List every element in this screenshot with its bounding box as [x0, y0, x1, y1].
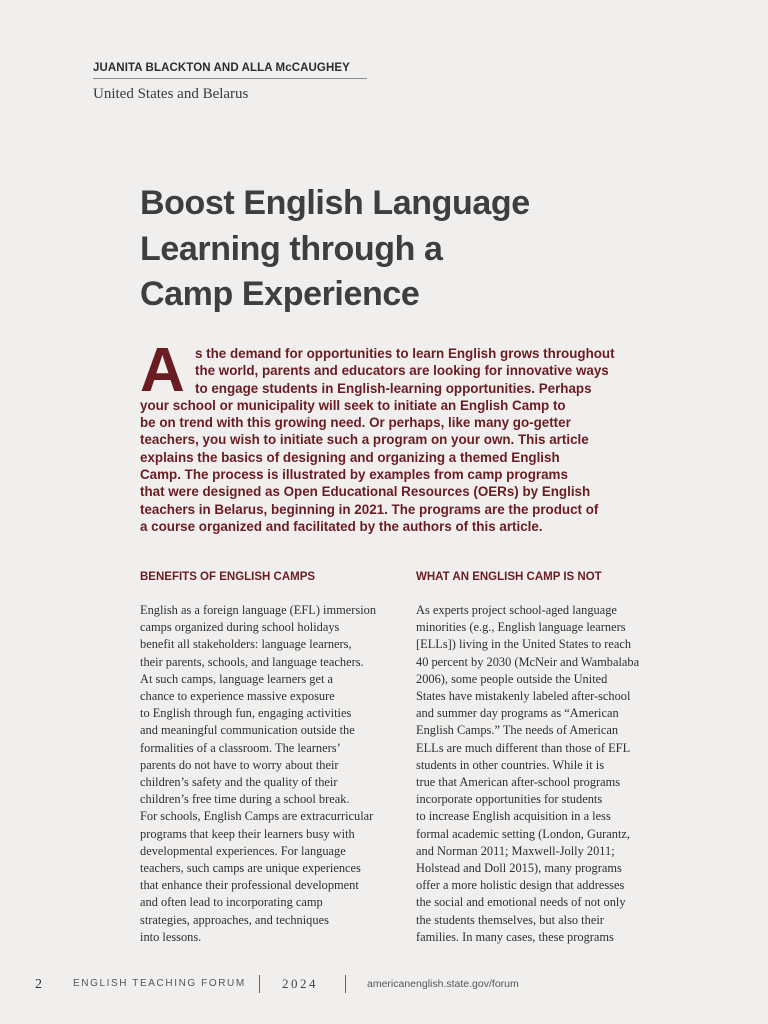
body-line: teachers, such camps are unique experiences: [140, 861, 361, 876]
intro-line: to engage students in English-learning opportunities. Perhaps: [195, 380, 592, 396]
body-line: programs that keep their learners busy with: [140, 826, 355, 841]
body-line: As experts project school-aged language: [416, 603, 617, 617]
body-line: At such camps, language learners get a: [140, 671, 334, 686]
author-countries: United States and Belarus: [93, 86, 249, 102]
body-line: and summer day programs as “American: [416, 706, 619, 721]
body-line: the social and emotional needs of not only: [416, 895, 626, 910]
body-line: and often lead to incorporating camp: [140, 895, 323, 910]
section-heading-what-not: WHAT AN ENGLISH CAMP IS NOT: [416, 571, 602, 583]
intro-paragraph: [140, 345, 690, 535]
footer-divider: [345, 975, 346, 993]
body-line: strategies, approaches, and techniques: [140, 912, 329, 927]
body-line: minorities (e.g., English language learners: [416, 620, 626, 635]
body-line: formalities of a classroom. The learners’: [140, 740, 341, 755]
website-link[interactable]: americanenglish.state.gov/forum: [367, 978, 519, 990]
body-line: parents do not have to worry about their: [140, 757, 339, 772]
intro-line: your school or municipality will seek to initiate an English Camp to: [140, 397, 566, 413]
body-line: States have mistakenly labeled after-school: [416, 689, 631, 704]
body-line: camps organized during school holidays: [140, 620, 340, 635]
body-line: Holstead and Doll 2015), many programs: [416, 861, 622, 876]
body-line: English as a foreign language (EFL) immersion: [140, 603, 377, 617]
intro-line: teachers, you wish to initiate such a program on your own. This article: [140, 432, 589, 448]
page-number: 2: [35, 977, 42, 992]
body-line: to increase English acquisition in a less: [416, 809, 611, 824]
body-line: For schools, English Camps are extracurricular: [140, 809, 374, 824]
body-line: [ELLs]) living in the United States to reach: [416, 637, 632, 652]
body-line: offer a more holistic design that addresses: [416, 878, 625, 893]
body-line: incorporate opportunities for students: [416, 792, 603, 807]
drop-cap: A: [140, 336, 185, 405]
footer-divider: [259, 975, 260, 993]
body-line: children’s free time during a school break.: [140, 792, 350, 807]
title-line: Boost English Language: [140, 184, 530, 222]
body-line: and Norman 2011; Maxwell-Jolly 2011;: [416, 843, 615, 858]
section-heading-benefits: BENEFITS OF ENGLISH CAMPS: [140, 571, 316, 583]
body-line: families. In many cases, these programs: [416, 929, 614, 944]
intro-line: teachers in Belarus, beginning in 2021. The programs are the product of: [140, 501, 599, 517]
body-line: to English through fun, engaging activities: [140, 706, 352, 721]
publication-year: 2024: [282, 976, 318, 991]
page-footer: [0, 975, 768, 995]
intro-line: that were designed as Open Educational Resources (OERs) by English: [140, 484, 591, 500]
body-line: true that American after-school programs: [416, 775, 621, 790]
body-line: formal academic setting (London, Gurantz,: [416, 826, 631, 841]
intro-line: Camp. The process is illustrated by examples from camp programs: [140, 467, 568, 483]
body-line: benefit all stakeholders: language learners,: [140, 637, 352, 652]
body-line: 2006), some people outside the United: [416, 671, 608, 686]
body-line: the students themselves, but also their: [416, 912, 604, 927]
body-line: that enhance their professional development: [140, 878, 359, 893]
intro-line: be on trend with this growing need. Or perhaps, like many go-getter: [140, 415, 571, 431]
intro-line: explains the basics of designing and organizing a themed English: [140, 449, 560, 465]
body-line: English Camps.” The needs of American: [416, 723, 619, 738]
intro-line: a course organized and facilitated by the authors of this article.: [140, 518, 543, 534]
intro-line: s the demand for opportunities to learn English grows throughout: [195, 346, 615, 361]
author-names: JUANITA BLACKTON AND ALLA McCAUGHEY: [93, 62, 367, 79]
right-column-text: [416, 602, 686, 946]
publication-name: ENGLISH TEACHING FORUM: [73, 978, 246, 989]
left-column-text: [140, 602, 410, 946]
intro-line: the world, parents and educators are looking for innovative ways: [195, 363, 609, 379]
body-line: children’s safety and the quality of their: [140, 775, 338, 790]
body-line: their parents, schools, and language teachers.: [140, 654, 364, 669]
body-line: developmental experiences. For language: [140, 843, 346, 858]
body-line: and meaningful communication outside the: [140, 723, 355, 738]
body-line: students in other countries. While it is: [416, 757, 605, 772]
title-line: Learning through a: [140, 229, 443, 268]
body-line: into lessons.: [140, 929, 202, 944]
body-line: 40 percent by 2030 (McNeir and Wambalaba: [416, 654, 640, 669]
body-line: chance to experience massive exposure: [140, 689, 335, 704]
title-line: Camp Experience: [140, 275, 420, 313]
body-line: ELLs are much different than those of EFL: [416, 740, 631, 755]
article-title: [140, 181, 700, 318]
